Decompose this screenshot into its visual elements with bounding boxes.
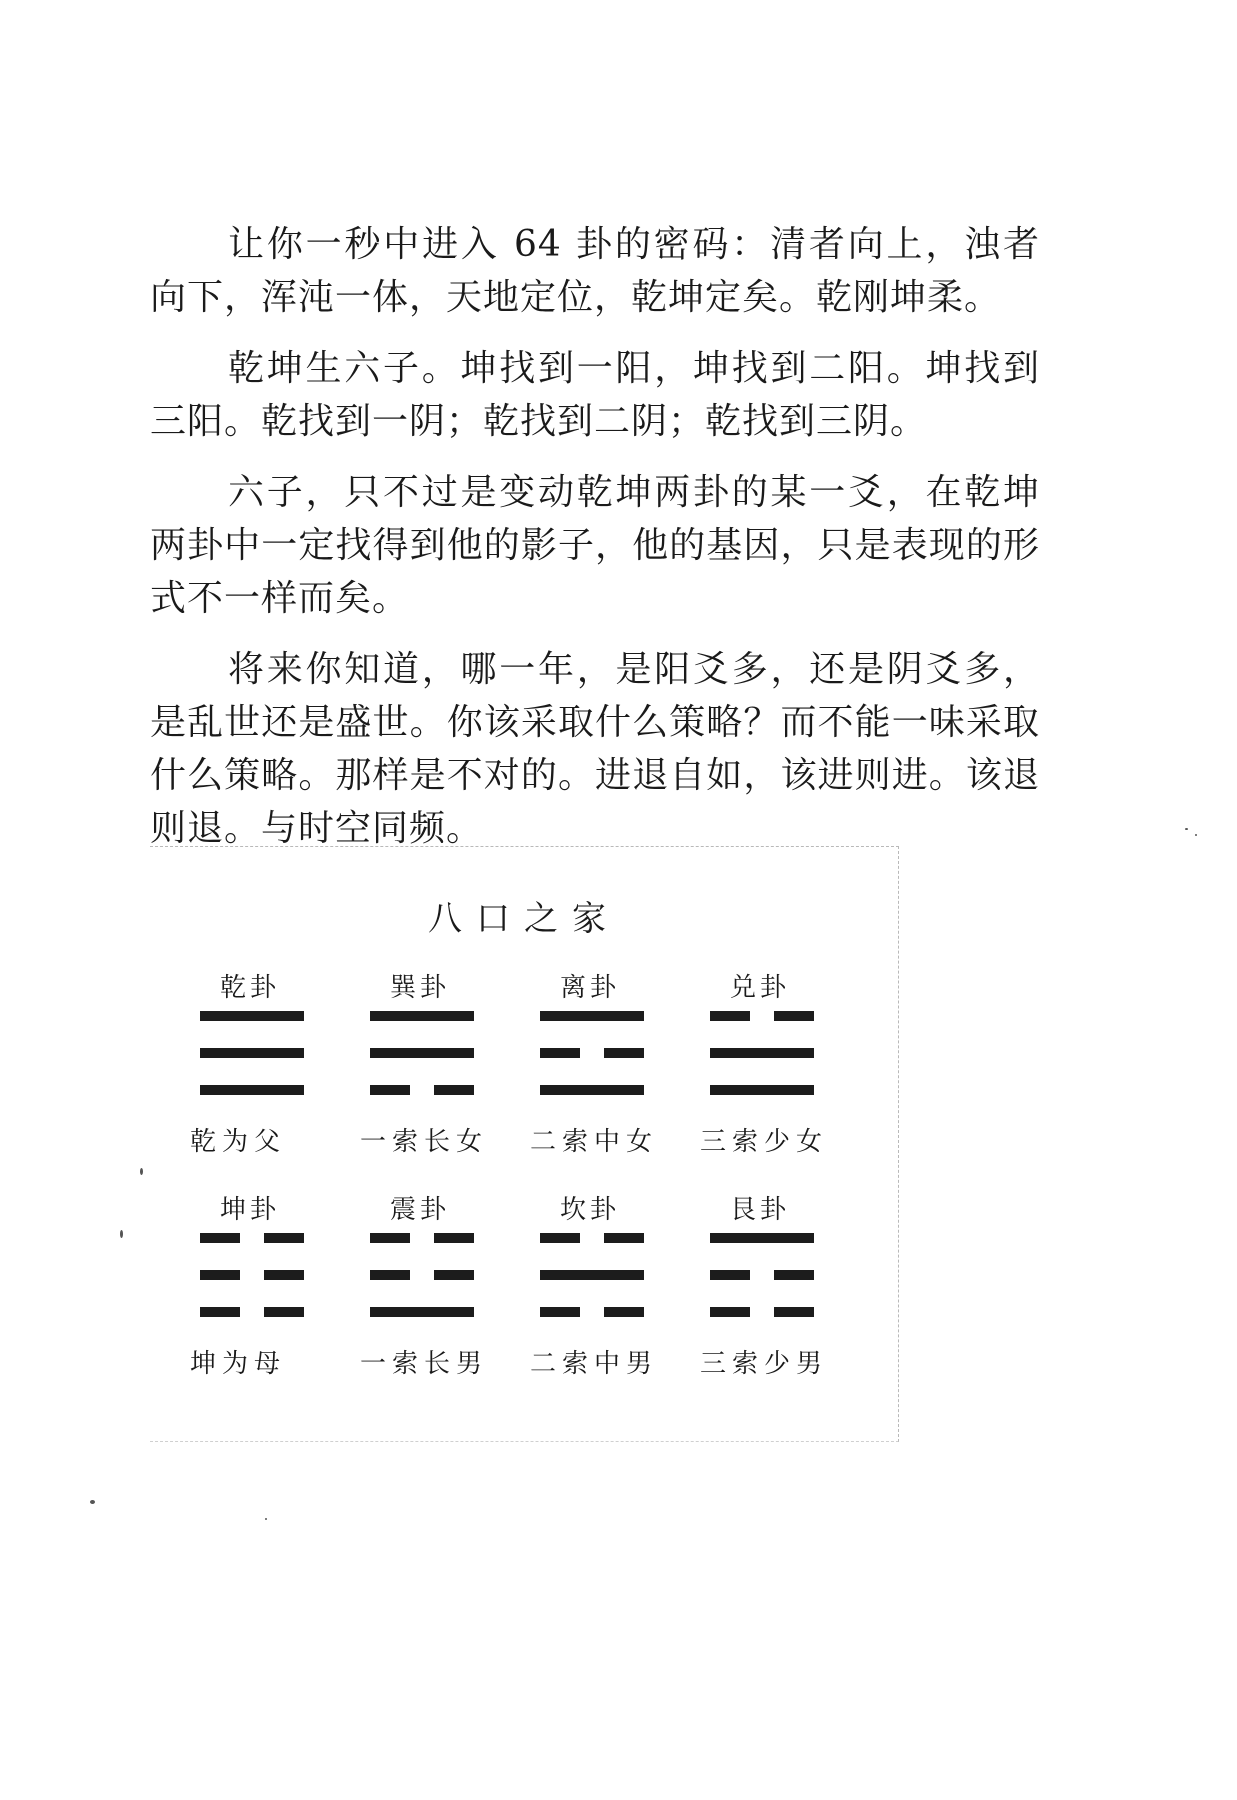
line-segment: [200, 1011, 304, 1021]
line-segment: [370, 1085, 410, 1095]
line-segment: [200, 1048, 304, 1058]
trigram-name: 震卦: [389, 1195, 450, 1225]
yin-line: [540, 1048, 644, 1058]
trigram-lines: [710, 1011, 814, 1095]
line-segment: [604, 1233, 644, 1243]
trigram-name: 坤卦: [219, 1195, 280, 1225]
yin-line: [200, 1233, 304, 1243]
trigram-lines: [200, 1011, 304, 1095]
yin-line: [710, 1011, 814, 1021]
line-segment: [370, 1270, 410, 1280]
line-segment: [540, 1307, 580, 1317]
trigram-name: 坎卦: [559, 1195, 620, 1225]
trigram-lines: [370, 1233, 474, 1317]
trigram-name: 艮卦: [729, 1195, 790, 1225]
trigram-lines: [710, 1233, 814, 1317]
trigram-cell: [530, 967, 700, 1189]
yang-line: [540, 1270, 644, 1280]
line-segment: [540, 1011, 644, 1021]
line-segment: [710, 1233, 814, 1243]
trigram-role: 二索中女: [530, 1127, 659, 1157]
paragraph: 让你一秒中进入 64 卦的密码：清者向上，浊者向下，浑沌一体，天地定位，乾坤定矣。乾刚坤柔。: [150, 224, 1040, 318]
trigram-name: 巽卦: [389, 973, 450, 1003]
trigram-role: 一索长男: [360, 1349, 489, 1379]
trigram-row: [190, 967, 870, 1189]
yang-line: [540, 1085, 644, 1095]
line-segment: [540, 1233, 580, 1243]
yin-line: [540, 1233, 644, 1243]
trigram-name: 乾卦: [219, 973, 280, 1003]
yin-line: [370, 1085, 474, 1095]
trigram-name: 离卦: [559, 973, 620, 1003]
line-segment: [370, 1048, 474, 1058]
line-segment: [370, 1307, 474, 1317]
trigram-lines: [370, 1011, 474, 1095]
line-segment: [434, 1085, 474, 1095]
line-segment: [264, 1233, 304, 1243]
line-segment: [604, 1048, 644, 1058]
line-segment: [604, 1307, 644, 1317]
yin-line: [370, 1270, 474, 1280]
line-segment: [200, 1307, 240, 1317]
line-segment: [370, 1011, 474, 1021]
trigram-row: [190, 1189, 870, 1411]
yang-line: [200, 1085, 304, 1095]
line-segment: [200, 1270, 240, 1280]
trigram-grid: [190, 967, 870, 1411]
line-segment: [710, 1307, 750, 1317]
line-segment: [710, 1085, 814, 1095]
line-segment: [200, 1085, 304, 1095]
yang-line: [710, 1085, 814, 1095]
trigram-role: 二索中男: [530, 1349, 659, 1379]
trigram-lines: [540, 1233, 644, 1317]
paragraph: 将来你知道，哪一年，是阳爻多，还是阴爻多，是乱世还是盛世。你该采取什么策略？而不能一味采取什么策略。那样是不对的。进退自如，该进则进。该退则退。与时空同频。: [150, 649, 1040, 849]
yang-line: [370, 1011, 474, 1021]
yang-line: [540, 1011, 644, 1021]
trigram-cell: [190, 967, 360, 1189]
yin-line: [540, 1307, 644, 1317]
trigram-role: 三索少男: [700, 1349, 829, 1379]
yang-line: [370, 1048, 474, 1058]
yang-line: [200, 1011, 304, 1021]
line-segment: [264, 1270, 304, 1280]
yang-line: [370, 1307, 474, 1317]
yin-line: [200, 1307, 304, 1317]
yang-line: [710, 1048, 814, 1058]
trigram-name: 兑卦: [729, 973, 790, 1003]
line-segment: [540, 1270, 644, 1280]
line-segment: [370, 1233, 410, 1243]
trigram-role: 坤为母: [190, 1349, 287, 1379]
figure-title: 八口之家: [428, 899, 620, 939]
yin-line: [370, 1233, 474, 1243]
line-segment: [710, 1270, 750, 1280]
trigram-role: 一索长女: [360, 1127, 489, 1157]
line-segment: [200, 1233, 240, 1243]
trigram-cell: [530, 1189, 700, 1411]
yang-line: [200, 1048, 304, 1058]
trigram-role: 乾为父: [190, 1127, 287, 1157]
trigram-cell: [700, 967, 870, 1189]
trigram-cell: [190, 1189, 360, 1411]
trigram-cell: [360, 967, 530, 1189]
paragraph: 乾坤生六子。坤找到一阳，坤找到二阳。坤找到三阳。乾找到一阴；乾找到二阴；乾找到三阴。: [150, 348, 1040, 442]
line-segment: [710, 1011, 750, 1021]
line-segment: [434, 1233, 474, 1243]
trigram-role: 三索少女: [700, 1127, 829, 1157]
trigram-lines: [200, 1233, 304, 1317]
yin-line: [710, 1307, 814, 1317]
paragraph: 六子，只不过是变动乾坤两卦的某一爻，在乾坤两卦中一定找得到他的影子，他的基因，只是表现的形式不一样而矣。: [150, 472, 1040, 619]
line-segment: [774, 1307, 814, 1317]
yang-line: [710, 1233, 814, 1243]
trigram-lines: [540, 1011, 644, 1095]
body-text: [150, 218, 1040, 873]
line-segment: [710, 1048, 814, 1058]
trigram-cell: [360, 1189, 530, 1411]
line-segment: [540, 1048, 580, 1058]
line-segment: [264, 1307, 304, 1317]
line-segment: [540, 1085, 644, 1095]
yin-line: [710, 1270, 814, 1280]
trigram-cell: [700, 1189, 870, 1411]
line-segment: [774, 1011, 814, 1021]
yin-line: [200, 1270, 304, 1280]
eight-trigrams-figure: [150, 846, 899, 1442]
line-segment: [774, 1270, 814, 1280]
line-segment: [434, 1270, 474, 1280]
